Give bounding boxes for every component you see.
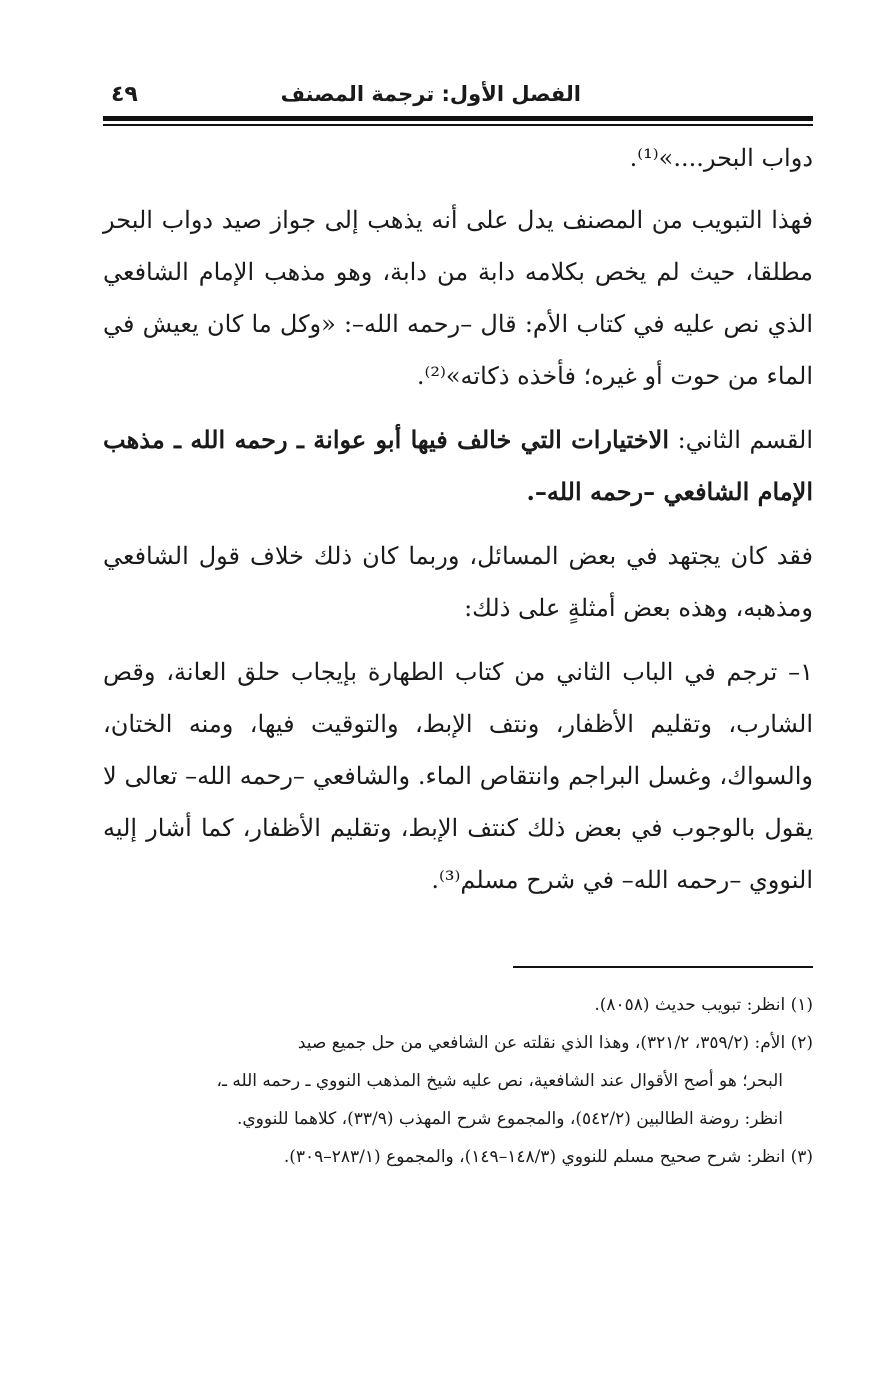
- footnote-2-line-2: البحر؛ هو أصح الأقوال عند الشافعية، نص عليه شيخ المذهب النووي ـ رحمه الله ـ،: [216, 1071, 783, 1091]
- page-number: ٤٩: [111, 82, 138, 107]
- section-heading: [103, 414, 813, 518]
- page-header: [103, 78, 813, 118]
- paragraph-4: فقد كان يجتهد في بعض المسائل، وربما كان ذلك خلاف قول الشافعي ومذهبه، وهذه بعض أمثلةٍ على ذلك:: [103, 542, 813, 622]
- paragraph-5: ١– ترجم في الباب الثاني من كتاب الطهارة بإيجاب حلق العانة، وقص الشارب، وتقليم الأظفار، ونتف الإبط، والتوقيت فيها، ومنه الختان، والسواك، وغسل البراجم وانتقاص الماء. والشافعي –رحمه الله– تعالى لا يقول بالوجوب في بعض ذلك كنتف الإبط، وتقليم الأظفار، كما أشار إليه النووي –رحمه الله– في شرح مسلم⁽³⁾.: [103, 658, 813, 894]
- footnote-separator: [513, 966, 813, 968]
- paragraph-2: فهذا التبويب من المصنف يدل على أنه يذهب إلى جواز صيد دواب البحر مطلقا، حيث لم يخص بكلامه دابة من دابة، وهو مذهب الإمام الشافعي الذي نص عليه في كتاب الأم: قال –رحمه الله–: «وكل ما كان يعيش في الماء من حوت أو غيره؛ فأخذه ذكاته»⁽²⁾.: [103, 206, 813, 390]
- main-text: [103, 132, 813, 918]
- header-rule-thick: [103, 116, 813, 121]
- footnotes: [103, 986, 813, 1176]
- footnote-1: (١) انظر: تبويب حديث (٨٠٥٨).: [594, 995, 813, 1015]
- footnote-2-line-1: (٢) الأم: (٣٥٩/٢، ٣٢١/٢)، وهذا الذي نقلته عن الشافعي من حل جميع صيد: [297, 1033, 813, 1053]
- chapter-title: الفصل الأول: ترجمة المصنف: [280, 82, 581, 106]
- section-heading-title: الاختيارات التي خالف فيها أبو عوانة ـ رحمه الله ـ مذهب الإمام الشافعي –رحمه الله–.: [103, 425, 813, 506]
- section-heading-prefix: القسم الثاني:: [669, 426, 813, 454]
- paragraph-1: دواب البحر....»⁽¹⁾.: [629, 144, 813, 172]
- footnote-2-line-3: انظر: روضة الطالبين (٥٤٢/٢)، والمجموع شرح المهذب (٣٣/٩)، كلاهما للنووي.: [236, 1109, 783, 1129]
- footnote-3: (٣) انظر: شرح صحيح مسلم للنووي (١٤٨/٣–١٤٩)، والمجموع (٢٨٣/١–٣٠٩).: [283, 1147, 813, 1167]
- header-rule-thin: [103, 124, 813, 126]
